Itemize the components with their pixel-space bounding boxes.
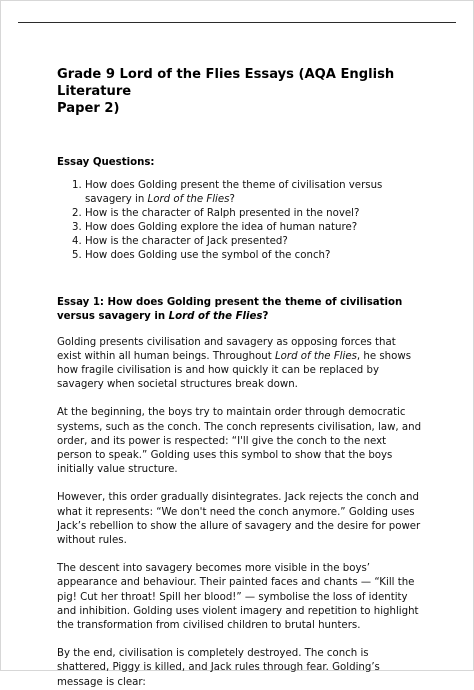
title-line-2: Paper 2) — [57, 101, 120, 116]
question-item: 1. How does Golding present the theme of civilisation versus savagery in Lord of the Flies? — [85, 179, 423, 207]
document-title — [57, 66, 423, 117]
question-item: 3. How does Golding explore the idea of human nature? — [85, 221, 423, 235]
essay-paragraph: Golding presents civilisation and savagery as opposing forces that exist within all human beings. Throughout Lord of the Flies, he shows how fragile civilisation is and how quickly it can be replaced by savagery when societal structures break down. — [57, 336, 411, 391]
header-rule — [18, 22, 456, 23]
essay-paragraph: However, this order gradually disintegrates. Jack rejects the conch and what it represents: “We don't need the conch anymore.” Golding uses Jack’s rebellion to show the allure of savagery and the desire for power without rules. — [57, 492, 421, 546]
questions-heading: Essay Questions: — [57, 157, 155, 168]
document-body — [57, 66, 423, 690]
essay-paragraph: The descent into savagery becomes more visible in the boys’ appearance and behaviour. Their painted faces and chants — “Kill the pig! Cut her throat! Spill her blood!” — symbolise the loss of identity and inhibition. Golding uses violent imagery and repetition to highlight the transformation from civilised children to brutal hunters. — [57, 563, 419, 632]
question-item: 2. How is the character of Ralph presented in the novel? — [85, 207, 423, 221]
essay-paragraph: At the beginning, the boys try to maintain order through democratic systems, such as the conch. The conch represents civilisation, law, and order, and its power is respected: “I'll give the conch to the next person to speak.” Golding uses this symbol to show that the boys initially value structure. — [57, 407, 422, 476]
essay-1-heading: Essay 1: How does Golding present the theme of civilisation versus savagery in Lord of the Flies? — [57, 296, 403, 322]
title-line-1: Grade 9 Lord of the Flies Essays (AQA English Literature — [57, 67, 395, 99]
question-item: 5. How does Golding use the symbol of the conch? — [85, 249, 423, 263]
questions-list — [57, 179, 423, 264]
essay-paragraph: By the end, civilisation is completely destroyed. The conch is shattered, Piggy is killed, and Jack rules through fear. Golding’s message is clear: — [57, 648, 380, 688]
question-item: 4. How is the character of Jack presented? — [85, 235, 423, 249]
